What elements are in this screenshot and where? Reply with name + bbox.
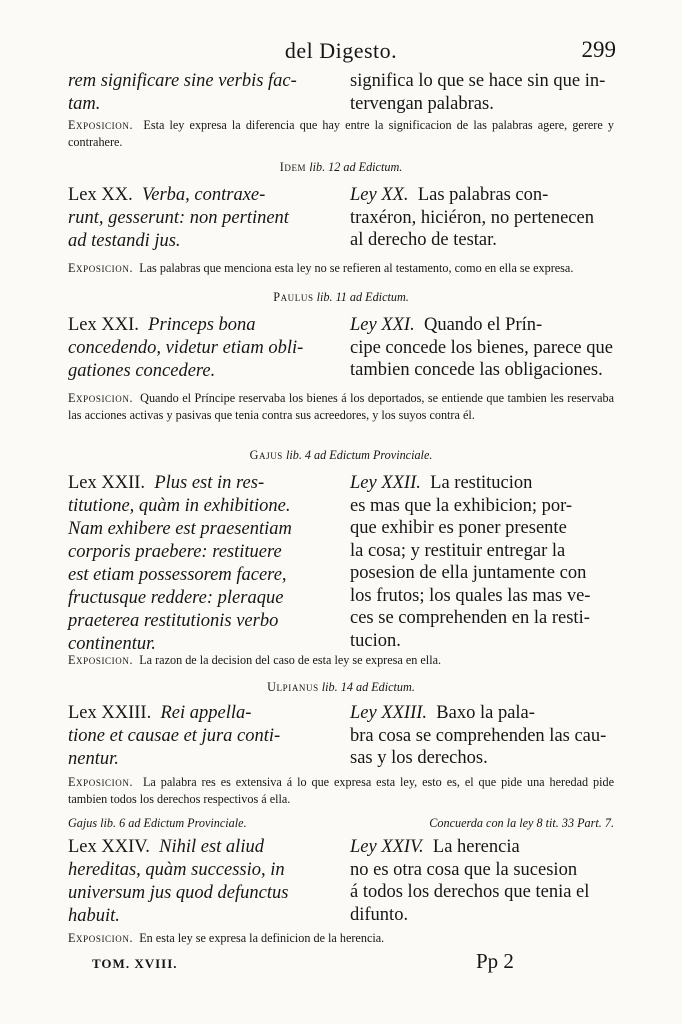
latin-line: rem significare sine verbis fac- (68, 71, 297, 91)
latin-line: corporis praebere: restituere (68, 542, 282, 562)
source-citation-2 (68, 290, 614, 305)
source-reference: lib. 4 ad Edictum Provinciale. (285, 448, 433, 462)
spanish-line: significa lo que se hace sin que in- (350, 71, 606, 91)
spanish-line: traxéron, hiciéron, no pertenecen (350, 207, 594, 228)
source-citation-3 (68, 448, 614, 463)
bilingual-block-3 (68, 472, 614, 656)
spanish-line: sas y los derechos. (350, 748, 488, 768)
latin-line: hereditas, quàm successio, in (68, 860, 285, 880)
bilingual-block-1 (68, 184, 614, 253)
exposition-label: Exposicion. (68, 931, 134, 945)
spanish-line: ces se comprehenden en la resti- (350, 608, 590, 628)
spanish-line: no es otra cosa que la sucesion (350, 859, 578, 880)
spanish-line: La herencia (432, 837, 520, 857)
exposition-label: Exposicion. (68, 775, 134, 789)
exposition-4 (68, 774, 614, 808)
latin-line: habuit. (68, 906, 120, 926)
latin-line: praeterea restitutionis verbo (68, 611, 279, 631)
latin-line: Princeps bona (148, 315, 256, 335)
exposition-5 (68, 930, 614, 947)
signature-mark: Pp 2 (476, 949, 514, 973)
latin-line: runt, gesserunt: non pertinent (68, 208, 289, 228)
lex-number: Lex XXIV. (68, 837, 150, 857)
spanish-line: que exhibir es poner presente (350, 518, 567, 538)
exposition-2 (68, 390, 614, 424)
latin-line: Nam exhibere est praesentiam (68, 519, 292, 539)
latin-line: concedendo, videtur etiam obli- (68, 338, 304, 358)
latin-line: continentur. (68, 634, 156, 654)
ley-number: Ley XXII. (350, 473, 421, 493)
source-reference: lib. 11 ad Edictum. (316, 290, 409, 304)
bilingual-block-4 (68, 702, 614, 771)
spanish-line: posesion de ella juntamente con (350, 563, 587, 583)
source-author: Gajus (249, 448, 283, 462)
latin-line: ad testandi jus. (68, 231, 181, 251)
latin-line: tam. (68, 94, 101, 114)
source-citation-4 (68, 680, 614, 695)
exposition-label: Exposicion. (68, 653, 134, 667)
latin-column (68, 472, 330, 656)
bilingual-block-2 (68, 314, 614, 383)
latin-line: est etiam possessorem facere, (68, 565, 287, 585)
source-author: Paulus (273, 290, 314, 304)
latin-line: Rei appella- (160, 703, 252, 723)
spanish-line: La restitucion (430, 473, 533, 493)
source-citation-5 (68, 816, 614, 831)
source-reference: Gajus lib. 6 ad Edictum Provinciale. (68, 816, 247, 830)
exposition-1 (68, 260, 614, 277)
spanish-line: Las palabras con- (417, 185, 549, 205)
latin-line: nentur. (68, 749, 119, 769)
latin-line: titutione, quàm in exhibitione. (68, 496, 291, 516)
ley-number: Ley XXI. (350, 315, 415, 335)
latin-line: gationes concedere. (68, 361, 216, 381)
lex-number: Lex XXII. (68, 473, 146, 493)
exposition-label: Exposicion. (68, 261, 134, 275)
latin-column (68, 184, 330, 253)
spanish-line: bra cosa se comprehenden las cau- (350, 725, 607, 746)
spanish-column (350, 70, 614, 116)
spanish-line: á todos los derechos que tenia el (350, 882, 590, 902)
lex-number: Lex XX. (68, 185, 133, 205)
bilingual-block-5 (68, 836, 614, 928)
spanish-line: tambien concede las obligaciones. (350, 360, 603, 380)
source-reference: lib. 14 ad Edictum. (321, 680, 415, 694)
source-author: Idem (279, 160, 307, 174)
latin-line: tione et causae et jura conti- (68, 726, 281, 746)
exposition-label: Exposicion. (68, 118, 134, 132)
latin-column (68, 702, 330, 771)
ley-number: Ley XX. (350, 185, 409, 205)
spanish-line: al derecho de testar. (350, 230, 497, 250)
spanish-column (350, 836, 614, 928)
exposition-0 (68, 117, 614, 151)
spanish-line: tervengan palabras. (350, 93, 494, 114)
latin-column (68, 314, 330, 383)
exposition-text: En esta ley se expresa la definicion de la herencia. (139, 931, 385, 945)
spanish-column (350, 472, 614, 656)
spanish-column (350, 184, 614, 253)
spanish-line: difunto. (350, 904, 409, 925)
spanish-column (350, 314, 614, 383)
page-number: 299 (581, 37, 616, 62)
running-head: del Digesto. (284, 38, 398, 63)
spanish-line: Baxo la pala- (436, 703, 535, 723)
spanish-line: la cosa; y restituir entregar la (350, 540, 566, 561)
latin-line: Verba, contraxe- (141, 185, 266, 205)
latin-line: Plus est in res- (154, 473, 265, 493)
concordance-reference: Concuerda con la ley 8 tit. 33 Part. 7. (429, 816, 614, 830)
lex-number: Lex XXIII. (68, 703, 152, 723)
bilingual-block-0 (68, 70, 614, 116)
spanish-line: es mas que la exhibicion; por- (350, 495, 573, 516)
source-reference: lib. 12 ad Edictum. (309, 160, 403, 174)
latin-line: Nihil est aliud (159, 837, 264, 857)
source-citation-1 (68, 160, 614, 175)
source-author: Ulpianus (267, 680, 319, 694)
lex-number: Lex XXI. (68, 315, 139, 335)
spanish-line: tucion. (350, 630, 401, 651)
latin-line: fructusque reddere: pleraque (68, 588, 284, 608)
latin-column (68, 836, 330, 928)
exposition-text: Quando el Príncipe reservaba los bienes á los deportados, se entiende que tambien les reservaba las acciones activas y pasivas que tenia contra sus acreedores, y los suyos contra él. (68, 391, 614, 422)
volume-mark: TOM. XVIII. (92, 956, 178, 971)
spanish-column (350, 702, 614, 771)
exposition-3 (68, 652, 614, 669)
exposition-text: La palabra res es extensiva á lo que expresa esta ley, esto es, el que pide una heredad pide tambien todos los derechos respectivos á ella. (68, 775, 614, 806)
latin-line: universum jus quod defunctus (68, 883, 289, 903)
spanish-line: los frutos; los quales las mas ve- (350, 585, 591, 606)
exposition-text: La razon de la decision del caso de esta ley se expresa en ella. (139, 653, 442, 667)
ley-number: Ley XXIV. (350, 837, 424, 857)
exposition-label: Exposicion. (68, 391, 134, 405)
spanish-line: cipe concede los bienes, parece que (350, 337, 613, 358)
exposition-text: Esta ley expresa la diferencia que hay entre la significacion de las palabras agere, gerere y contrahere. (68, 118, 614, 149)
spanish-line: Quando el Prín- (423, 315, 543, 335)
latin-column (68, 70, 330, 116)
ley-number: Ley XXIII. (350, 703, 428, 723)
exposition-text: Las palabras que menciona esta ley no se refieren al testamento, como en ella se expresa. (139, 261, 574, 275)
